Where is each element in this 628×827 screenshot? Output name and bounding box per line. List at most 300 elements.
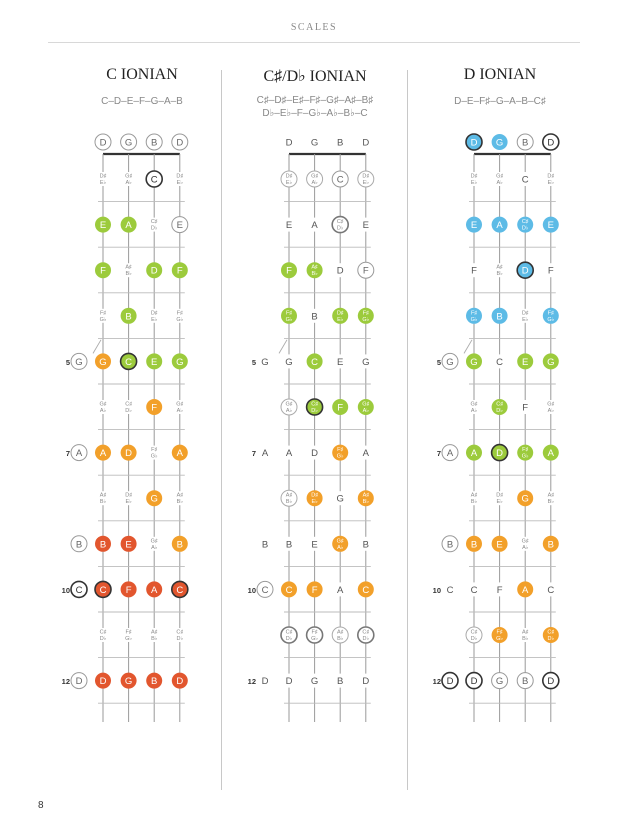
note-label: F♯: [362, 310, 369, 317]
note-label: C♯: [470, 629, 478, 636]
fret-note: [544, 172, 558, 186]
note-label: E: [362, 220, 369, 232]
fret-note: [146, 353, 162, 369]
note-label: G♯: [362, 401, 370, 408]
note-label: D: [150, 265, 158, 277]
fret-note: [359, 218, 373, 232]
note-label: A: [261, 448, 269, 460]
note-label: C: [285, 584, 293, 596]
note-label: G♯: [99, 401, 107, 408]
fret-note: [173, 309, 187, 323]
fret-note: [96, 172, 110, 186]
fret-note: [332, 308, 348, 324]
fret-note: [146, 262, 162, 278]
note-label: B♭: [151, 636, 158, 642]
note-label: E♭: [362, 180, 369, 186]
note-label: A♭: [311, 180, 318, 186]
fret-note: [518, 309, 532, 323]
note-label: C: [446, 584, 454, 596]
note-label: B: [285, 539, 293, 551]
note-label: G♭: [125, 636, 133, 642]
note-label: G♭: [176, 316, 184, 323]
note-label: D♯: [336, 310, 344, 317]
scale-formula: C♯–D♯–E♯–F♯–G♯–A♯–B♯: [256, 95, 374, 106]
fret-note: [307, 581, 323, 597]
fret-note: [517, 445, 533, 461]
fret-note: [359, 135, 373, 149]
fret-note: [543, 353, 559, 369]
note-label: G: [261, 356, 269, 368]
fret-note: [466, 217, 482, 233]
note-label: C♯: [362, 629, 370, 636]
note-label: F: [522, 402, 529, 414]
fret-note: [492, 399, 508, 415]
scale-formula: D♭–E♭–F–G♭–A♭–B♭–C: [262, 108, 368, 119]
note-label: D: [362, 137, 370, 149]
note-label: G♯: [285, 401, 293, 408]
fret-number: 10: [432, 585, 441, 595]
note-label: C♯: [150, 219, 158, 226]
note-label: B: [362, 539, 369, 551]
fret-note: [492, 217, 508, 233]
note-label: G: [446, 356, 454, 368]
fret-note: [172, 673, 188, 689]
fret-note: [172, 217, 188, 233]
note-label: E♭: [470, 180, 478, 186]
fret-note: [147, 446, 161, 460]
position-marker-line: [464, 340, 472, 354]
fret-note: [358, 262, 374, 278]
fret-note: [172, 581, 188, 597]
note-label: D♭: [125, 408, 132, 414]
note-label: E: [285, 220, 293, 232]
note-label: A: [285, 448, 293, 460]
note-label: E: [470, 220, 478, 232]
note-label: E♭: [337, 316, 344, 323]
fret-note: [308, 135, 322, 149]
note-label: A: [362, 448, 369, 460]
note-label: A♯: [311, 264, 318, 271]
note-label: E♭: [496, 499, 503, 506]
fret-number: 12: [432, 677, 441, 687]
note-label: F: [125, 584, 132, 596]
fret-note: [95, 217, 111, 233]
fret-note: [172, 262, 188, 278]
note-label: B♭: [311, 271, 318, 278]
note-label: E: [337, 356, 344, 368]
note-label: D: [75, 676, 83, 688]
fret-note: [358, 627, 374, 643]
note-label: C: [496, 356, 504, 368]
fret-note: [95, 262, 111, 278]
note-label: G♭: [285, 316, 293, 323]
fret-note: [307, 262, 323, 278]
note-label: D: [336, 265, 344, 277]
note-label: G: [470, 356, 478, 368]
position-marker-line: [279, 340, 287, 354]
fret-note: [518, 400, 532, 414]
note-label: A♭: [522, 544, 529, 551]
fret-number: 12: [247, 677, 256, 687]
note-label: A♯: [336, 629, 344, 636]
note-label: F♯: [176, 310, 183, 317]
fret-note: [492, 536, 508, 552]
note-label: G: [362, 356, 370, 368]
fret-note: [281, 490, 297, 506]
note-label: D: [496, 448, 504, 460]
fret-note: [282, 354, 296, 368]
panel-title: C♯/D♭ IONIAN: [263, 68, 367, 85]
fret-note: [281, 262, 297, 278]
fret-number: 7: [436, 449, 441, 459]
note-label: B: [311, 311, 318, 323]
note-label: B: [522, 676, 529, 688]
fret-note: [492, 308, 508, 324]
note-label: D♯: [176, 173, 184, 180]
fret-note: [332, 171, 348, 187]
fret-note: [442, 673, 458, 689]
note-label: G: [124, 137, 133, 149]
fret-note: [308, 218, 322, 232]
fret-note: [121, 673, 137, 689]
note-label: D♭: [521, 225, 529, 232]
fret-note: [121, 134, 137, 150]
fret-note: [544, 582, 558, 596]
note-label: G♭: [311, 636, 319, 642]
fret-note: [307, 399, 323, 415]
fret-note: [493, 491, 507, 505]
note-label: A: [337, 584, 344, 596]
note-label: A♭: [99, 408, 107, 414]
note-label: B♭: [496, 271, 503, 278]
fret-number: 10: [247, 585, 256, 595]
fret-note: [333, 674, 347, 688]
note-label: G♯: [470, 401, 478, 408]
panel-title: C IONIAN: [106, 66, 178, 83]
fret-note: [492, 134, 508, 150]
note-label: A: [151, 584, 158, 596]
note-label: D♯: [125, 492, 132, 499]
fret-note: [147, 218, 161, 232]
note-label: F: [337, 402, 344, 414]
fret-note: [517, 217, 533, 233]
fret-note: [121, 581, 137, 597]
fret-note: [518, 628, 532, 642]
note-label: F: [311, 584, 318, 596]
note-label: G♯: [150, 538, 158, 545]
fret-note: [466, 308, 482, 324]
note-label: G: [75, 356, 83, 368]
fret-note: [258, 674, 272, 688]
note-label: B♭: [176, 499, 183, 506]
fret-note: [543, 217, 559, 233]
note-label: F: [151, 402, 158, 414]
fret-note: [544, 400, 558, 414]
note-label: F♯: [125, 629, 132, 636]
fret-note: [493, 263, 507, 277]
note-label: D♭: [336, 225, 344, 232]
note-label: D: [261, 676, 269, 688]
fret-note: [466, 673, 482, 689]
fret-note: [95, 445, 111, 461]
fret-note: [333, 135, 347, 149]
note-label: A♯: [496, 264, 503, 271]
fret-note: [96, 309, 110, 323]
note-label: B♭: [99, 499, 107, 506]
fret-note: [258, 537, 272, 551]
fret-note: [281, 399, 297, 415]
note-label: G♭: [150, 453, 158, 460]
fret-number: 7: [251, 449, 256, 459]
note-label: A♯: [125, 264, 132, 271]
fret-note: [333, 491, 347, 505]
page-number: 8: [38, 800, 44, 811]
note-label: D♯: [547, 173, 555, 180]
note-label: B♭: [470, 499, 478, 506]
note-label: D: [285, 137, 293, 149]
scale-formula: C–D–E–F–G–A–B: [101, 96, 183, 107]
note-label: D: [99, 137, 107, 149]
note-label: B: [547, 539, 554, 551]
fret-note: [122, 491, 136, 505]
note-label: F: [471, 265, 477, 277]
fret-note: [121, 536, 137, 552]
note-label: D♭: [176, 636, 184, 642]
note-label: A♯: [547, 492, 555, 499]
note-label: C♯: [176, 629, 184, 636]
fret-note: [122, 263, 136, 277]
note-label: C: [547, 584, 555, 596]
note-label: C: [311, 356, 319, 368]
fret-number: 12: [61, 677, 70, 687]
fret-note: [71, 673, 87, 689]
fret-note: [467, 172, 481, 186]
fret-note: [518, 172, 532, 186]
note-label: A♭: [470, 408, 478, 414]
note-label: F♯: [337, 447, 344, 454]
fret-number: 5: [251, 357, 256, 367]
fret-note: [543, 627, 559, 643]
note-label: G: [99, 356, 107, 368]
fret-note: [307, 353, 323, 369]
note-label: C♯: [311, 401, 318, 408]
fret-note: [544, 491, 558, 505]
fret-note: [307, 627, 323, 643]
fret-note: [307, 171, 323, 187]
fret-note: [308, 674, 322, 688]
fret-note: [281, 308, 297, 324]
note-label: C♯: [521, 219, 529, 226]
note-label: F: [286, 265, 292, 277]
note-label: G♭: [496, 636, 504, 642]
fret-note: [71, 353, 87, 369]
note-label: C: [99, 584, 107, 596]
fret-note: [258, 354, 272, 368]
note-label: D♭: [362, 636, 370, 642]
note-label: B♭: [362, 499, 369, 506]
fret-note: [359, 446, 373, 460]
fret-note: [282, 674, 296, 688]
fret-note: [333, 354, 347, 368]
note-label: G♯: [547, 401, 555, 408]
note-label: E: [99, 220, 107, 232]
note-label: F♯: [496, 629, 503, 636]
fret-note: [543, 536, 559, 552]
fret-note: [146, 399, 162, 415]
note-label: A: [99, 448, 107, 460]
fret-number: 5: [436, 357, 441, 367]
fret-note: [147, 537, 161, 551]
fret-note: [173, 400, 187, 414]
fret-note: [332, 399, 348, 415]
note-label: B♭: [522, 636, 529, 642]
panel-title: D IONIAN: [463, 66, 537, 83]
note-label: A: [547, 448, 554, 460]
fret-note: [146, 581, 162, 597]
fret-note: [122, 400, 136, 414]
note-label: A♯: [362, 492, 370, 499]
note-label: G: [176, 356, 184, 368]
note-label: D: [99, 676, 107, 688]
fret-note: [358, 581, 374, 597]
note-label: G: [495, 137, 504, 149]
note-label: A♭: [151, 544, 158, 551]
note-label: E: [496, 539, 503, 551]
scale-formula: D–E–F♯–G–A–B–C♯: [454, 96, 546, 107]
note-label: G: [150, 493, 158, 505]
fret-note: [257, 581, 273, 597]
note-label: B: [522, 137, 529, 149]
note-label: D♯: [285, 173, 293, 180]
note-label: F♯: [547, 310, 554, 317]
note-label: B♭: [285, 499, 293, 506]
note-label: G: [521, 493, 529, 505]
note-label: E♭: [99, 180, 107, 186]
fret-note: [71, 536, 87, 552]
note-label: B: [446, 539, 454, 551]
note-label: A: [75, 448, 83, 460]
note-label: A♭: [176, 408, 183, 414]
fret-note: [147, 628, 161, 642]
note-label: G♭: [99, 316, 107, 323]
note-label: G: [547, 356, 555, 368]
note-label: D♭: [99, 636, 107, 642]
fret-note: [467, 491, 481, 505]
note-label: G♭: [521, 453, 529, 460]
note-label: C: [261, 584, 269, 596]
note-label: D: [446, 676, 454, 688]
fret-note: [493, 172, 507, 186]
note-label: G♯: [336, 538, 344, 545]
fret-note: [493, 354, 507, 368]
note-label: A♯: [470, 492, 478, 499]
note-label: A: [125, 220, 132, 232]
note-label: G♯: [311, 173, 319, 180]
note-label: B: [75, 539, 83, 551]
note-label: G♯: [176, 401, 184, 408]
fret-note: [95, 536, 111, 552]
note-label: D♭: [311, 408, 318, 414]
fret-note: [442, 536, 458, 552]
note-label: D♯: [521, 310, 529, 317]
fret-note: [282, 135, 296, 149]
note-label: C♯: [336, 219, 344, 226]
note-label: A♭: [125, 180, 132, 186]
fret-note: [172, 353, 188, 369]
note-label: F: [176, 265, 183, 277]
note-label: F: [496, 584, 503, 596]
fret-note: [493, 582, 507, 596]
note-label: D♭: [496, 408, 503, 414]
note-label: G♭: [362, 316, 370, 323]
fret-note: [466, 445, 482, 461]
note-label: C: [150, 174, 158, 186]
fret-note: [146, 171, 162, 187]
fret-note: [466, 134, 482, 150]
fret-note: [71, 581, 87, 597]
fret-note: [543, 445, 559, 461]
note-label: E: [522, 356, 529, 368]
note-label: B: [151, 137, 158, 149]
fret-note: [308, 309, 322, 323]
fret-note: [359, 674, 373, 688]
note-label: D: [176, 137, 184, 149]
note-label: A♭: [285, 408, 293, 414]
note-label: E♭: [125, 499, 132, 506]
note-label: A♭: [547, 408, 554, 414]
note-label: D: [176, 676, 184, 688]
note-label: G: [310, 676, 319, 688]
fret-note: [121, 217, 137, 233]
fret-note: [281, 627, 297, 643]
note-label: F♯: [99, 310, 107, 317]
note-label: D♯: [362, 173, 370, 180]
note-label: G: [124, 676, 133, 688]
note-label: C♯: [547, 629, 555, 636]
note-label: C: [75, 584, 83, 596]
fret-note: [172, 536, 188, 552]
fret-note: [543, 673, 559, 689]
note-label: E: [311, 539, 318, 551]
note-label: D♯: [311, 492, 318, 499]
note-label: A: [176, 448, 183, 460]
note-label: B♭: [337, 636, 344, 642]
fret-note: [122, 628, 136, 642]
fret-note: [466, 536, 482, 552]
fret-note: [71, 445, 87, 461]
note-label: F: [547, 265, 554, 277]
note-label: G♯: [496, 173, 504, 180]
fret-number: 7: [65, 449, 70, 459]
fret-note: [146, 134, 162, 150]
note-label: D: [521, 265, 529, 277]
fret-note: [332, 445, 348, 461]
fret-note: [359, 537, 373, 551]
note-label: B♭: [125, 271, 132, 278]
note-label: G: [495, 676, 504, 688]
note-label: A♯: [521, 629, 529, 636]
note-label: D: [547, 676, 555, 688]
note-label: G♭: [470, 316, 478, 323]
note-label: C♯: [496, 401, 503, 408]
running-header: SCALES: [290, 22, 338, 33]
fret-note: [282, 446, 296, 460]
fret-note: [308, 446, 322, 460]
fret-note: [467, 263, 481, 277]
note-label: C♯: [99, 629, 107, 636]
fret-note: [517, 262, 533, 278]
note-label: B: [337, 676, 344, 688]
